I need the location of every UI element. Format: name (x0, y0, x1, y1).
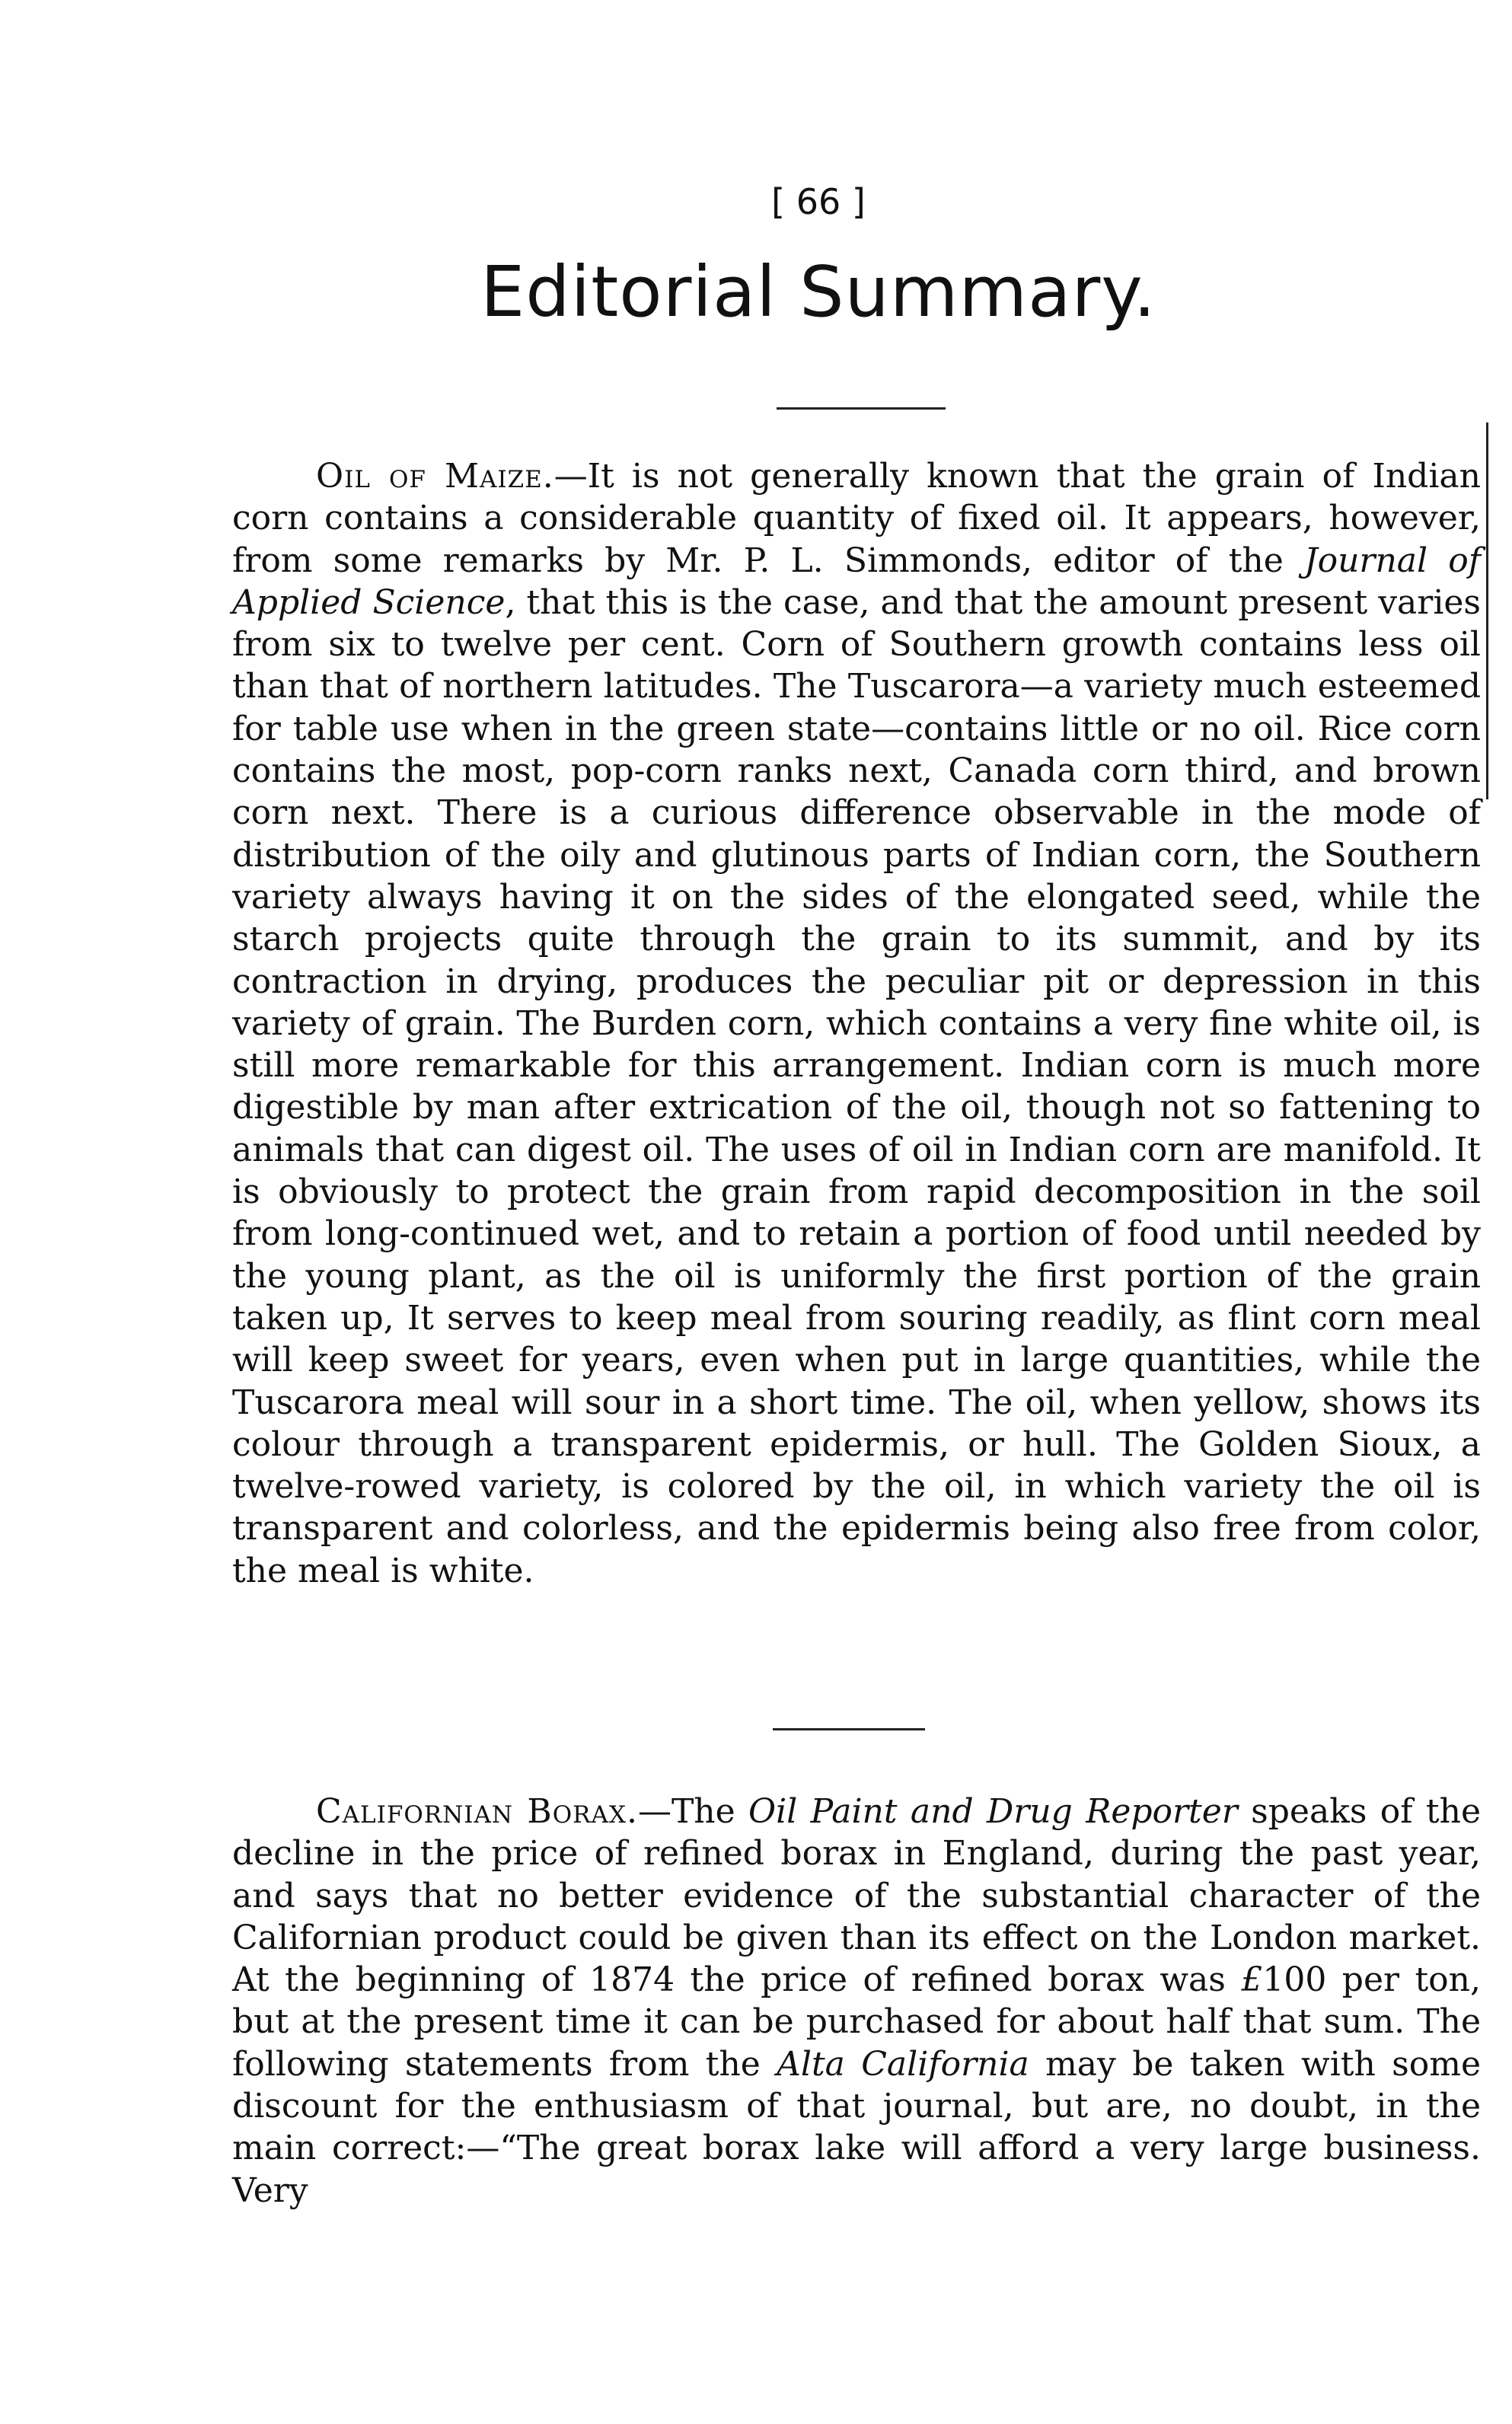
article-text: —It is not generally known that the grain of Indian corn contains a considerable quantity of fixed oil. It appears, however, from some remarks by Mr. P. L. Simmonds, editor of the (232, 457, 1481, 580)
article-text: 100 per ton, but at the present time it can be purchased for about half that sum. The following statements from the (232, 1960, 1481, 2084)
margin-line (1486, 423, 1488, 799)
pound-sign: £ (1241, 1960, 1263, 2000)
journal-title: Journal of Applied Science (232, 541, 1481, 622)
page-number: [ 66 ] (771, 181, 866, 222)
article-text: speaks of the decline in the price of refined borax in England, during the past year, and says that no better evidence of the substantial character of the Californian product could be given than its effect on the London market. At the beginning of 1874 the price of refined borax was (232, 1792, 1481, 2000)
article-oil-of-maize (232, 455, 1481, 1592)
article-text: , that this is the case, and that the amount present varies from six to twelve per cent. Corn of Southern growth contains less oil than that of northern latitudes. The Tuscarora—a variety much esteemed for table use when in the green state—contains little or no oil. Rice corn contains the most, pop-corn ranks next, Canada corn third, and brown corn next. There is a curious difference observable in the mode of distribution of the oily and glutinous parts of Indian corn, the Southern variety always having it on the sides of the elongated seed, while the starch projects quite through the grain to its summit, and by its contraction in drying, produces the peculiar pit or depression in this variety of grain. The Burden corn, which contains a very fine white oil, is still more remarkable for this arrangement. Indian corn is much more digestible by man after extrication of the oil, though not so fattening to animals that can digest oil. The uses of oil in Indian corn are manifold. It is obviously to protect the grain from rapid decomposition in the soil from long-continued wet, and to retain a portion of food until needed by the young plant, as the oil is uniformly the first portion of the grain taken up, It serves to keep meal from souring readily, as flint corn meal will keep sweet for years, even when put in large quantities, while the Tuscarora meal will sour in a short time. The oil, when yellow, shows its colour through a transparent epidermis, or hull. The Golden Sioux, a twelve-rowed variety, is colored by the oil, in which variety the oil is transparent and colorless, and the epidermis being also free from color, the meal is white. (232, 582, 1482, 1590)
article-californian-borax (232, 1791, 1481, 2212)
title-divider (777, 407, 946, 410)
journal-title: Alta California (777, 2044, 1029, 2084)
article-text: may be taken with some discount for the enthusiasm of that journal, but are, no doubt, in the main correct:—“The great borax lake will afford a very large business. Very (232, 2044, 1481, 2210)
article-text: —The (637, 1792, 749, 1831)
page-title: Editorial Summary. (480, 251, 1156, 333)
section-divider (773, 1728, 925, 1730)
article-heading: Oil of Maize. (316, 457, 554, 496)
article-heading: Californian Borax. (316, 1792, 638, 1831)
journal-title: Oil Paint and Drug Reporter (748, 1792, 1238, 1831)
